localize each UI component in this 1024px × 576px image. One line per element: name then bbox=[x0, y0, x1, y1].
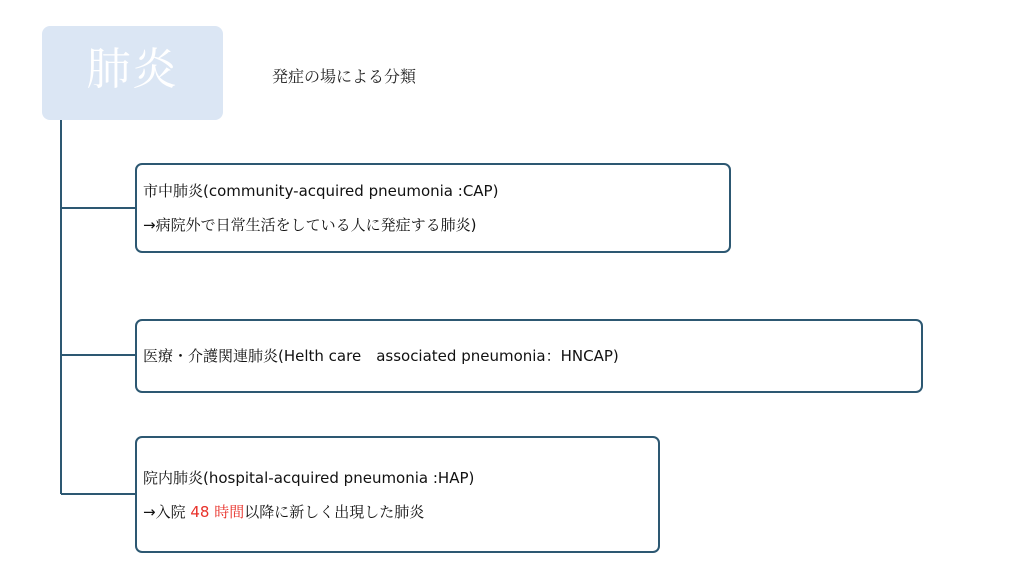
node-hap-highlight-48-hours: 48 時間 bbox=[190, 502, 245, 521]
root-node-label: 肺炎 bbox=[86, 44, 179, 95]
node-cap-description: →病院外で日常生活をしている人に発症する肺炎) bbox=[143, 216, 477, 234]
node-community-acquired-pneumonia bbox=[135, 163, 731, 253]
diagram-subtitle: 発症の場による分類 bbox=[272, 67, 417, 86]
node-hap-description-prefix: →入院 bbox=[143, 502, 191, 521]
node-hap-description bbox=[143, 495, 652, 529]
node-hcap-title: 医療・介護関連肺炎(Helth care associated pneumonia：HNCAP) bbox=[143, 347, 619, 365]
node-hap-title: 院内肺炎(hospital-acquired pneumonia :HAP) bbox=[143, 468, 475, 487]
node-hap-description-suffix: 以降に新しく出現した肺炎 bbox=[244, 502, 425, 521]
node-hospital-acquired-pneumonia bbox=[135, 436, 660, 553]
node-healthcare-associated-pneumonia bbox=[135, 319, 923, 393]
root-node bbox=[42, 26, 223, 120]
node-cap-title: 市中肺炎(community-acquired pneumonia :CAP) bbox=[143, 182, 499, 200]
